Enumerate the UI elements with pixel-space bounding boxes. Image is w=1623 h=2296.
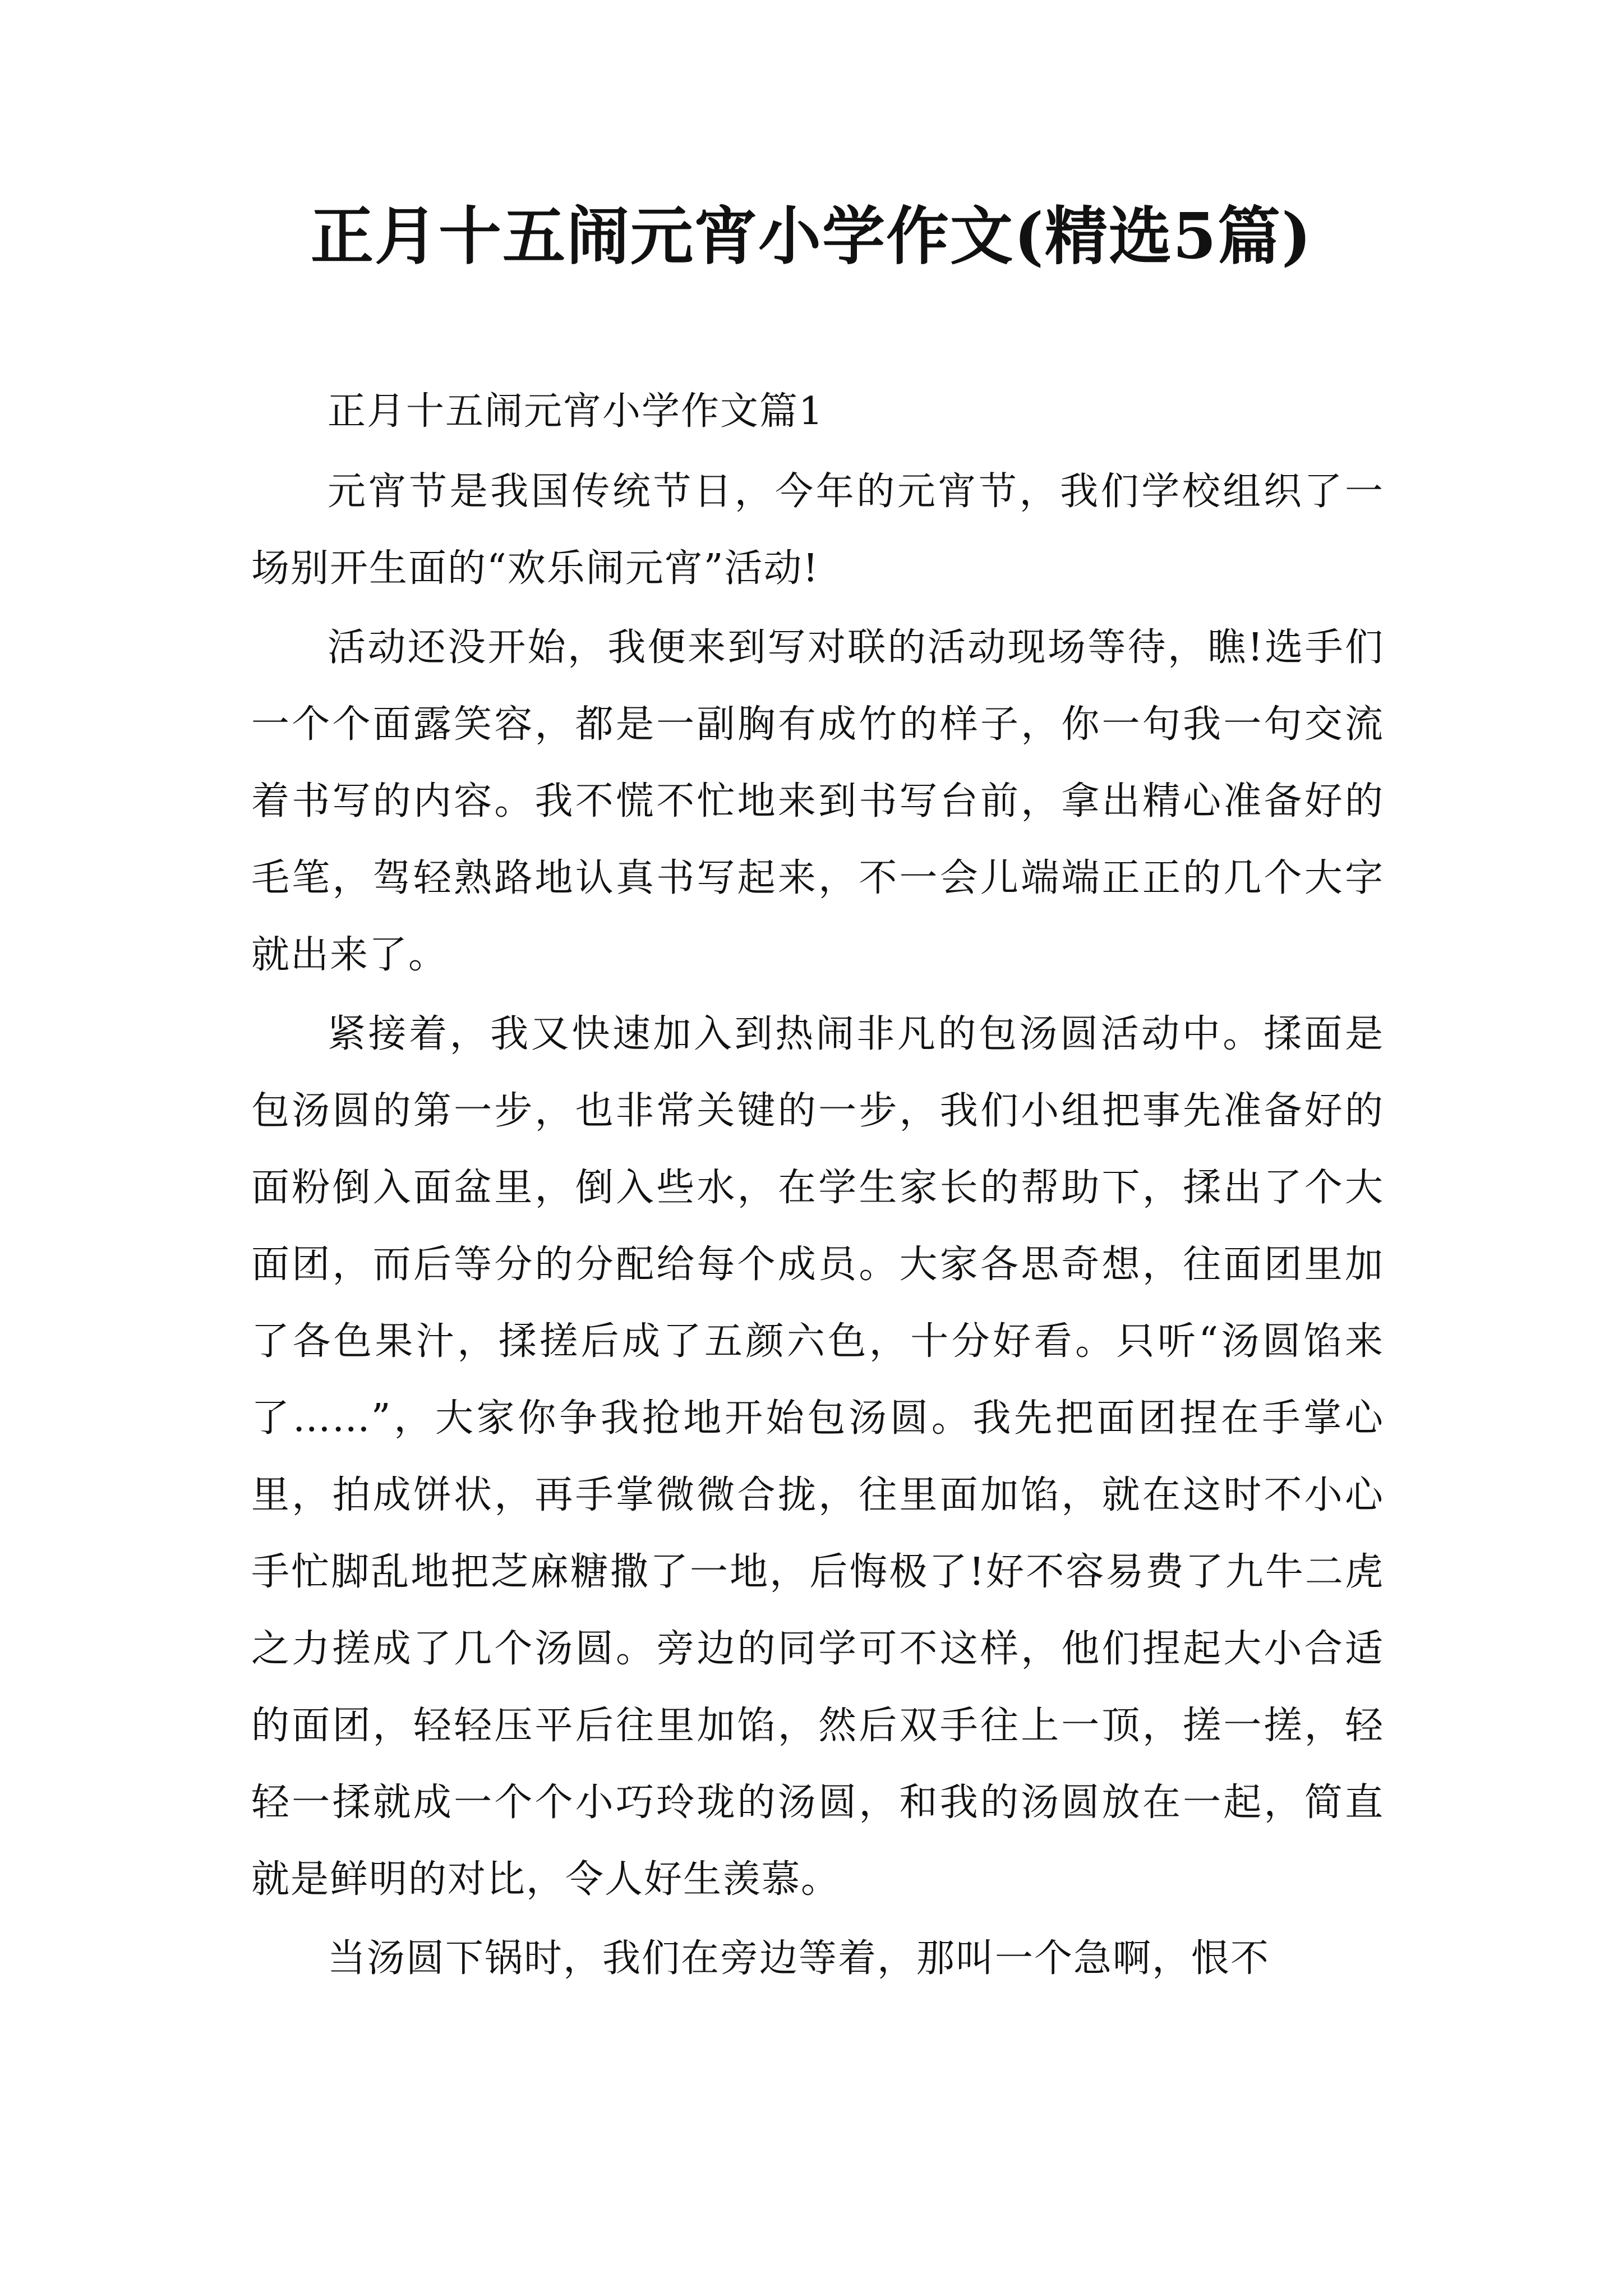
document-body [251, 373, 1384, 1997]
paragraph-2: 活动还没开始，我便来到写对联的活动现场等待，瞧!选手们一个个面露笑容，都是一副胸有成竹的样子，你一句我一句交流着书写的内容。我不慌不忙地来到书写台前，拿出精心准备好的毛笔，驾轻熟路地认真书写起来，不一会儿端端正正的几个大字就出来了。 [251, 625, 1384, 977]
paragraph-3: 紧接着，我又快速加入到热闹非凡的包汤圆活动中。揉面是包汤圆的第一步，也非常关键的一步，我们小组把事先准备好的面粉倒入面盆里，倒入些水，在学生家长的帮助下，揉出了个大面团，而后等分的分配给每个成员。大家各思奇想，往面团里加了各色果汁，揉搓后成了五颜六色，十分好看。只听“汤圆馅来了……”，大家你争我抢地开始包汤圆。我先把面团捏在手掌心里，拍成饼状，再手掌微微合拢，往里面加馅，就在这时不小心手忙脚乱地把芝麻糖撒了一地，后悔极了!好不容易费了九牛二虎之力搓成了几个汤圆。旁边的同学可不这样，他们捏起大小合适的面团，轻轻压平后往里加馅，然后双手往上一顶，搓一搓，轻轻一揉就成一个个小巧玲珑的汤圆，和我的汤圆放在一起，简直就是鲜明的对比，令人好生羡慕。 [251, 1012, 1384, 1902]
section-heading: 正月十五闹元宵小学作文篇1 [328, 389, 824, 434]
paragraph-4: 当汤圆下锅时，我们在旁边等着，那叫一个急啊，恨不 [328, 1936, 1270, 1981]
paragraph-1: 元宵节是我国传统节日，今年的元宵节，我们学校组织了一场别开生面的“欢乐闹元宵”活动! [251, 470, 1384, 591]
document-title: 正月十五闹元宵小学作文(精选5篇) [311, 200, 1312, 273]
